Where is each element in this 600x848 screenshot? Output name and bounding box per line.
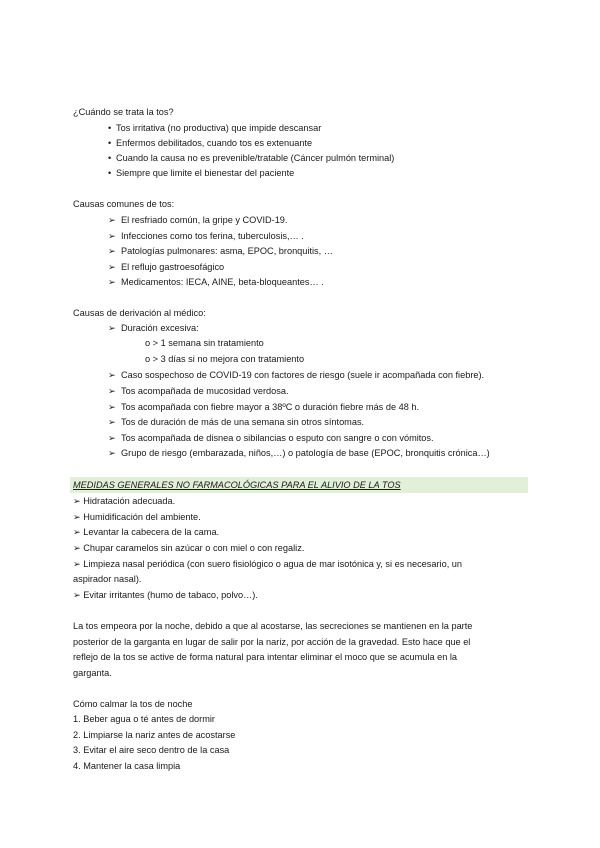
measure-line: ➢ Evitar irritantes (humo de tabaco, polvo…). [73, 590, 258, 600]
arrow-item: ➢ Tos acompañada de disnea o sibilancias o esputo con sangre o con vómitos. [108, 433, 434, 443]
section-heading: ¿Cuándo se trata la tos? [73, 107, 174, 117]
numbered-item: 3. Evitar el aire seco dentro de la casa [73, 745, 230, 755]
measure-line: aspirador nasal). [73, 574, 142, 584]
paragraph-line: La tos empeora por la noche, debido a que al acostarse, las secreciones se mantienen en la parte [73, 621, 473, 631]
arrow-item: ➢ Grupo de riesgo (embarazada, niños,…) o patología de base (EPOC, bronquitis crónica…) [108, 448, 490, 458]
arrow-item: ➢ Infecciones como tos ferina, tuberculosis,… . [108, 231, 304, 241]
bullet-item: • Enfermos debilitados, cuando tos es extenuante [108, 138, 313, 148]
bullet-item: • Tos irritativa (no productiva) que impide descansar [108, 123, 322, 133]
section-heading: Cómo calmar la tos de noche [73, 699, 193, 709]
bullet-item: • Siempre que limite el bienestar del paciente [108, 168, 295, 178]
paragraph-line: posterior de la garganta en lugar de salir por la nariz, por acción de la gravedad. Esto hace que el [73, 637, 471, 647]
sub-item: o > 1 semana sin tratamiento [145, 338, 264, 348]
measure-line: ➢ Chupar caramelos sin azúcar o con miel o con regaliz. [73, 543, 305, 553]
bullet-item: • Cuando la causa no es prevenible/tratable (Cáncer pulmón terminal) [108, 153, 395, 163]
arrow-item: ➢ El reflujo gastroesofágico [108, 262, 225, 272]
arrow-item: ➢ Caso sospechoso de COVID-19 con factores de riesgo (suele ir acompañada con fiebre). [108, 370, 485, 380]
measure-line: ➢ Levantar la cabecera de la cama. [73, 527, 220, 537]
arrow-item: ➢ Tos de duración de más de una semana sin otros síntomas. [108, 417, 365, 427]
section-heading: Causas de derivación al médico: [73, 308, 206, 318]
arrow-item: ➢ El resfriado común, la gripe y COVID-19. [108, 215, 288, 225]
arrow-item: ➢ Tos acompañada de mucosidad verdosa. [108, 386, 289, 396]
highlighted-heading: MEDIDAS GENERALES NO FARMACOLÓGICAS PARA EL ALIVIO DE LA TOS [73, 480, 401, 490]
measure-line: ➢ Limpieza nasal periódica (con suero fisiológico o agua de mar isotónica y, si es necesario, un [73, 559, 463, 569]
numbered-item: 2. Limpiarse la nariz antes de acostarse [73, 730, 236, 740]
sub-item: o > 3 días si no mejora con tratamiento [145, 354, 305, 364]
paragraph-line: reflejo de la tos se active de forma natural para intentar eliminar el moco que se acumula en la [73, 652, 458, 662]
section-heading: Causas comunes de tos: [73, 199, 175, 209]
arrow-item: ➢ Duración excesiva: [108, 323, 199, 333]
measure-line: ➢ Humidificación del ambiente. [73, 512, 201, 522]
measure-line: ➢ Hidratación adecuada. [73, 496, 176, 506]
numbered-item: 4. Mantener la casa limpia [73, 761, 181, 771]
paragraph-line: garganta. [73, 668, 112, 678]
arrow-item: ➢ Patologías pulmonares: asma, EPOC, bronquitis, … [108, 246, 333, 256]
arrow-item: ➢ Medicamentos: IECA, AINE, beta-bloqueantes… . [108, 277, 324, 287]
arrow-item: ➢ Tos acompañada con fiebre mayor a 38ºC o duración fiebre más de 48 h. [108, 402, 420, 412]
numbered-item: 1. Beber agua o té antes de dormir [73, 714, 215, 724]
